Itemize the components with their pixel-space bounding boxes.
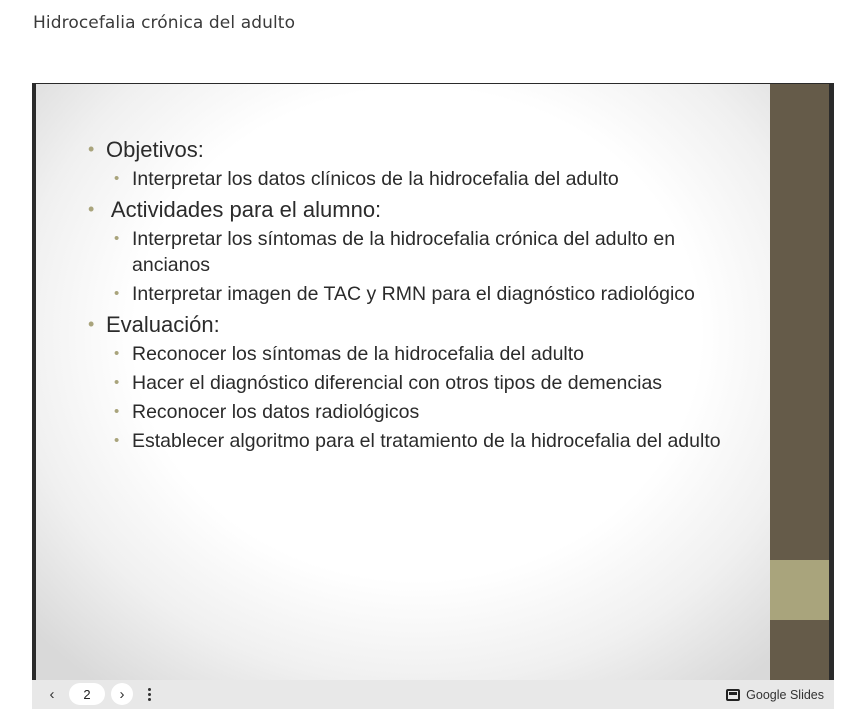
more-options-button[interactable] — [142, 683, 156, 705]
chevron-right-icon: › — [119, 685, 125, 703]
bullet-heading: • Objetivos: — [88, 135, 748, 164]
google-slides-link[interactable] — [726, 686, 824, 704]
bullet-item: • Establecer algoritmo para el tratamiento de la hidrocefalia del adulto — [88, 428, 748, 454]
bullet-item: • Reconocer los datos radiológicos — [88, 399, 748, 425]
next-slide-button[interactable] — [111, 683, 133, 705]
chevron-left-icon: ‹ — [49, 685, 55, 703]
slide-bullet-list — [88, 133, 748, 457]
brand-label: Google Slides — [746, 688, 824, 702]
slide[interactable] — [32, 83, 834, 680]
bullet-item: • Interpretar los datos clínicos de la hidrocefalia del adulto — [88, 166, 748, 192]
google-slides-icon — [726, 689, 740, 701]
slide-side-accent — [770, 560, 829, 620]
slides-embed — [32, 83, 834, 709]
bullet-item: • Reconocer los síntomas de la hidrocefalia del adulto — [88, 341, 748, 367]
bullet-item: • Interpretar imagen de TAC y RMN para el diagnóstico radiológico — [88, 281, 748, 307]
bullet-item: • Hacer el diagnóstico diferencial con otros tipos de demencias — [88, 370, 748, 396]
bullet-item: • Interpretar los síntomas de la hidrocefalia crónica del adulto en ancianos — [88, 226, 748, 278]
bullet-heading: • Evaluación: — [88, 310, 748, 339]
slides-toolbar — [32, 680, 834, 709]
bullet-heading: • Actividades para el alumno: — [88, 195, 748, 224]
more-vertical-icon — [148, 688, 151, 691]
page-title: Hidrocefalia crónica del adulto — [33, 13, 296, 33]
previous-slide-button[interactable] — [41, 683, 63, 705]
slide-number[interactable]: 2 — [69, 683, 105, 705]
